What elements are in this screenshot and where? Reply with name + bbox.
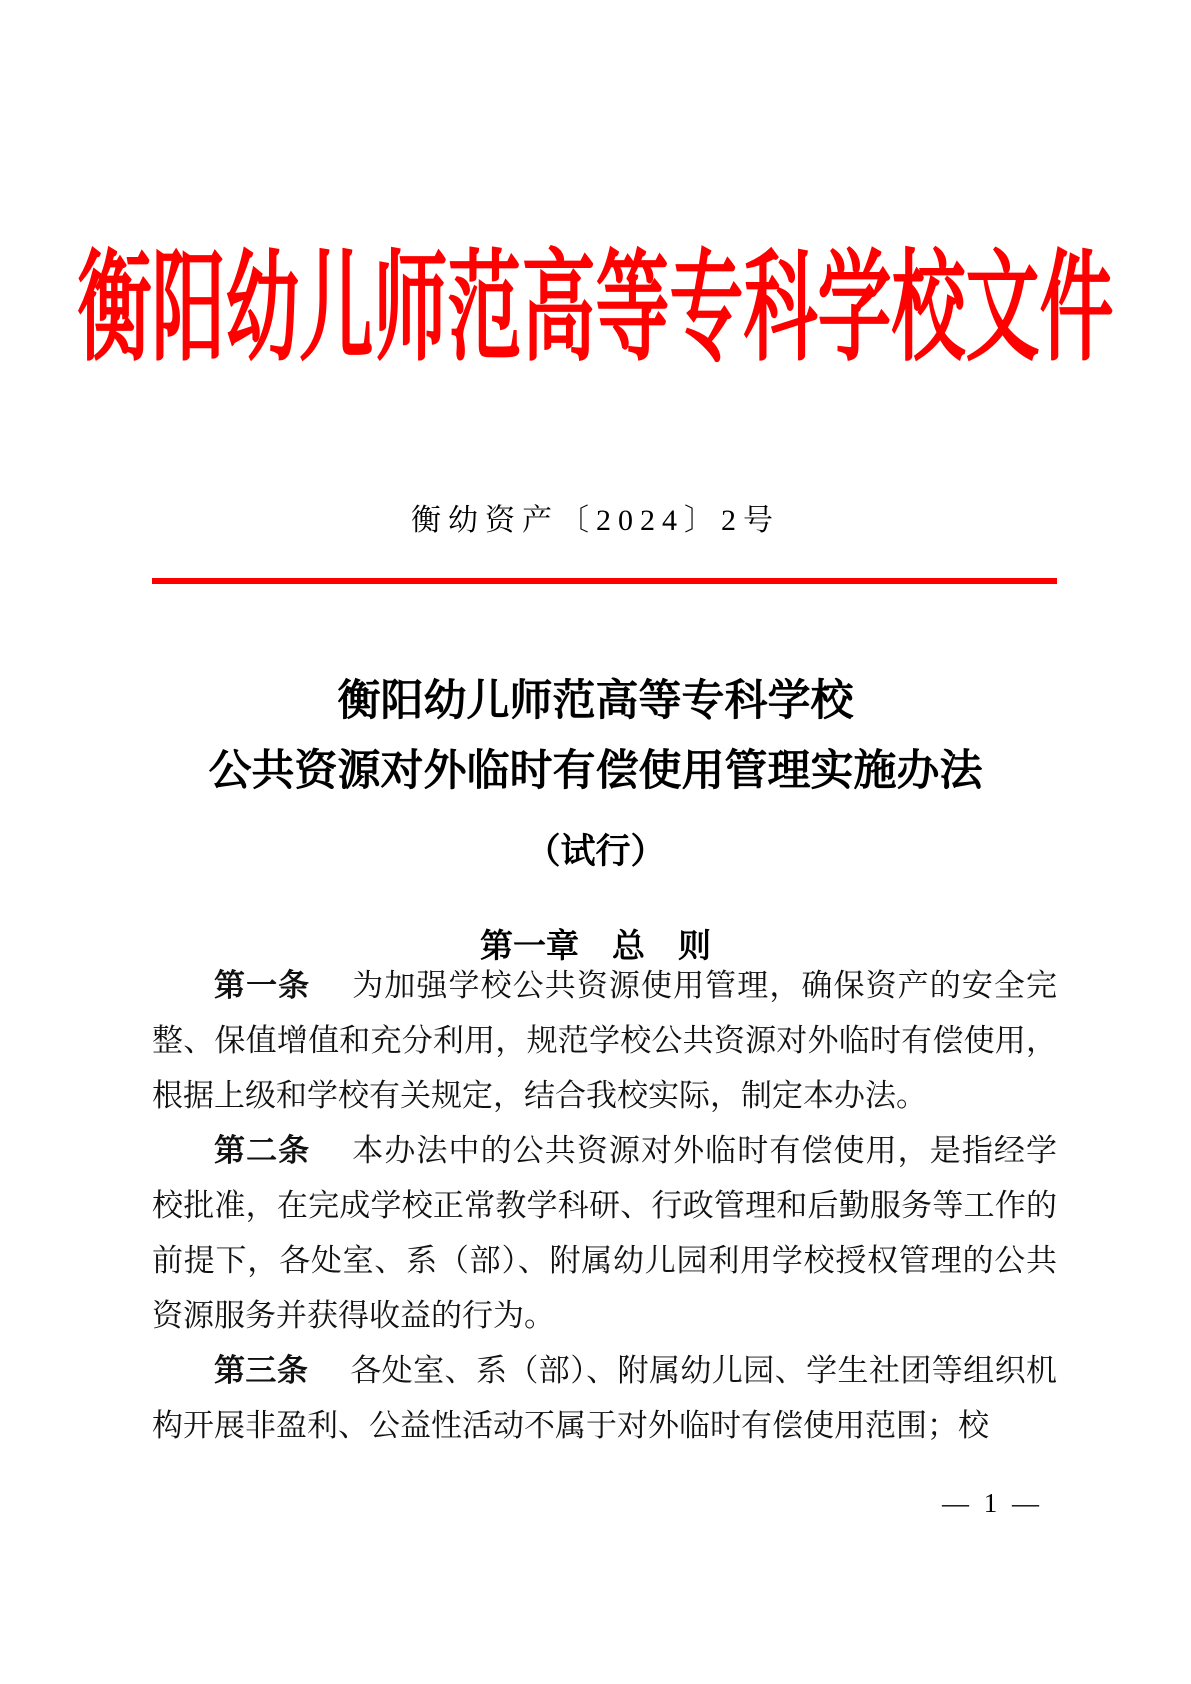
article-2-term: 第二条: [214, 1133, 311, 1168]
document-title-line2: 公共资源对外临时有偿使用管理实施办法: [208, 748, 983, 795]
article-paragraph-3: [152, 1343, 1057, 1453]
document-subtitle: （试行）: [525, 832, 666, 871]
article-paragraph-2: [152, 1123, 1057, 1343]
article-1-term: 第一条: [214, 968, 311, 1003]
chapter-heading: 第一章 总 则: [480, 927, 711, 964]
page-number: — 1 —: [942, 1488, 1043, 1518]
article-2-text: 本办法中的公共资源对外临时有偿使用，是指经学校批准，在完成学校正常教学科研、行政管理和后勤服务等工作的前提下，各处室、系（部）、附属幼儿园利用学校授权管理的公共资源服务并获得收益的行为。: [152, 1133, 1057, 1333]
document-title-line1: 衡阳幼儿师范高等专科学校: [337, 678, 854, 725]
document-body: [152, 958, 1057, 1453]
doc-number: 衡幼资产〔2024〕2号: [411, 504, 780, 537]
article-paragraph-1: [152, 958, 1057, 1123]
article-1-text: 为加强学校公共资源使用管理，确保资产的安全完整、保值增值和充分利用，规范学校公共资源对外临时有偿使用，根据上级和学校有关规定，结合我校实际，制定本办法。: [152, 968, 1057, 1113]
letterhead-title: 衡阳幼儿师范高等专科学校文件: [77, 243, 1114, 377]
red-separator-line: [152, 578, 1057, 584]
article-3-text: 各处室、系（部）、附属幼儿园、学生社团等组织机构开展非盈利、公益性活动不属于对外临时有偿使用范围；校: [152, 1353, 1058, 1443]
article-3-term: 第三条: [214, 1353, 309, 1388]
